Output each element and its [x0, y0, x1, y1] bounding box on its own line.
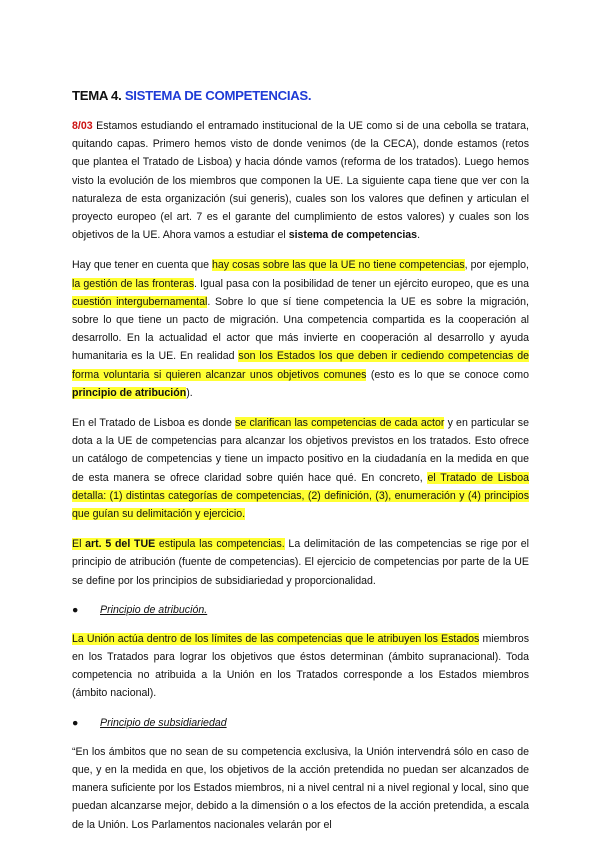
- highlight-bold: art. 5 del TUE: [85, 538, 156, 551]
- text: La delimitación de las competencias se rige por el principio de atribución (fuente de competencias). El ejercicio de competencias por parte de la UE se define por los principios de subsidiariedad y proporcionalidad.: [72, 538, 529, 587]
- bullet-label: Principio de atribución.: [100, 603, 208, 616]
- paragraph-intro: [72, 117, 529, 244]
- paragraph-art5: [72, 535, 529, 590]
- text: . Igual pasa con la posibilidad de tener un ejército europeo, que es una: [194, 277, 529, 290]
- bullet-dot-icon: ●: [72, 716, 79, 729]
- text: ).: [186, 386, 193, 399]
- highlight: hay cosas sobre las que la UE no tiene competencias: [212, 259, 465, 272]
- text: En el Tratado de Lisboa es donde: [72, 417, 236, 430]
- bullet-atribucion: [72, 602, 529, 618]
- highlight: el Tratado de Lisboa detalla: (1) distintas categorías de competencias, (2) definición, (3), enumeración y (4) principios que guían su delimitación y ejercicio.: [72, 471, 529, 521]
- paragraph-competencias: [72, 256, 529, 402]
- highlight: son los Estados los que deben ir cediendo competencias de forma voluntaria si quieren alcanzar unos objetivos comunes: [72, 350, 529, 381]
- highlight: cuestión intergubernamental: [72, 295, 208, 308]
- text: . Sobre lo que sí tiene competencia la UE es sobre la migración, sobre lo que tiene un pacto de migración. Una competencia compartida es la cooperación al desarrollo. En la actualidad el actor que más invierte en cooperación al desarrollo y ayuda humanitaria es la UE. En realidad: [72, 295, 530, 363]
- paragraph-atribucion: [72, 630, 529, 703]
- date-label: 8/03: [72, 120, 93, 132]
- document-page: [72, 88, 529, 846]
- text: miembros en los Tratados para lograr los objetivos que éstos determinan (ámbito supranacional). Toda competencia no atribuida a la Unión en los Tratados corresponde a los Estados miembros (ámbito nacional).: [72, 632, 529, 700]
- highlight: la gestión de las fronteras: [72, 277, 194, 290]
- highlight: se clarifican las competencias de cada actor: [235, 417, 445, 430]
- text: “En los ámbitos que no sean de su competencia exclusiva, la Unión intervendrá sólo en caso de que, y en la medida en que, los objetivos de la acción pretendida no puedan ser alcanzados de manera suficiente por los Estados miembros, ni a nivel central ni a nivel regional y local, sino que puedan alcanzarse mejor, debido a la dimensión o a los efectos de la acción pretendida, a escala de la Unión. Los Parlamentos nacionales velarán por el: [72, 745, 529, 831]
- highlight-bold: principio de atribución: [72, 386, 187, 399]
- bullet-subsidiariedad: [72, 715, 529, 731]
- bullet-label: Principio de subsidiariedad: [100, 716, 227, 729]
- highlight: El: [72, 538, 86, 551]
- highlight: La Unión actúa dentro de los límites de las competencias que le atribuyen los Estados: [72, 632, 480, 645]
- title-accent: SISTEMA DE COMPETENCIAS.: [124, 88, 312, 103]
- text: , por ejemplo,: [464, 259, 529, 272]
- bold-text: sistema de competencias: [288, 229, 418, 242]
- paragraph-lisboa: [72, 414, 529, 523]
- text: Hay que tener en cuenta que: [72, 259, 212, 272]
- text: (esto es lo que se conoce como: [366, 368, 529, 381]
- text: Estamos estudiando el entramado institucional de la UE como si de una cebolla se tratara, quitando capas. Primero hemos visto de donde venimos (de la CECA), donde estamos (retos que plantea el Tratado de Lisboa) y hacia dónde vamos (reforma de los tratados). Luego hemos visto la evolución de los miembros que componen la UE. La siguiente capa tiene que ver con la naturaleza de esta organización (sui generis), cuales son los valores que definen y articulan el proyecto europeo (el art. 7 es el garante del cumplimiento de estos valores) y cuales son los objetivos de la UE. Ahora vamos a estudiar el: [72, 120, 529, 242]
- title-prefix: TEMA 4.: [72, 88, 122, 103]
- highlight: estipula las competencias.: [155, 538, 285, 551]
- text: y en particular se dota a la UE de competencias para alcanzar los objetivos previstos en los tratados. Esto ofrece un catálogo de competencias y tiene un impacto positivo en la ciudadanía en la medida en que de esta manera se ofrece claridad sobre quién hace qué. En concreto,: [72, 417, 529, 484]
- page-title: [72, 88, 529, 103]
- paragraph-subsidiariedad: [72, 743, 529, 834]
- text: .: [417, 229, 421, 242]
- bullet-dot-icon: ●: [72, 603, 79, 616]
